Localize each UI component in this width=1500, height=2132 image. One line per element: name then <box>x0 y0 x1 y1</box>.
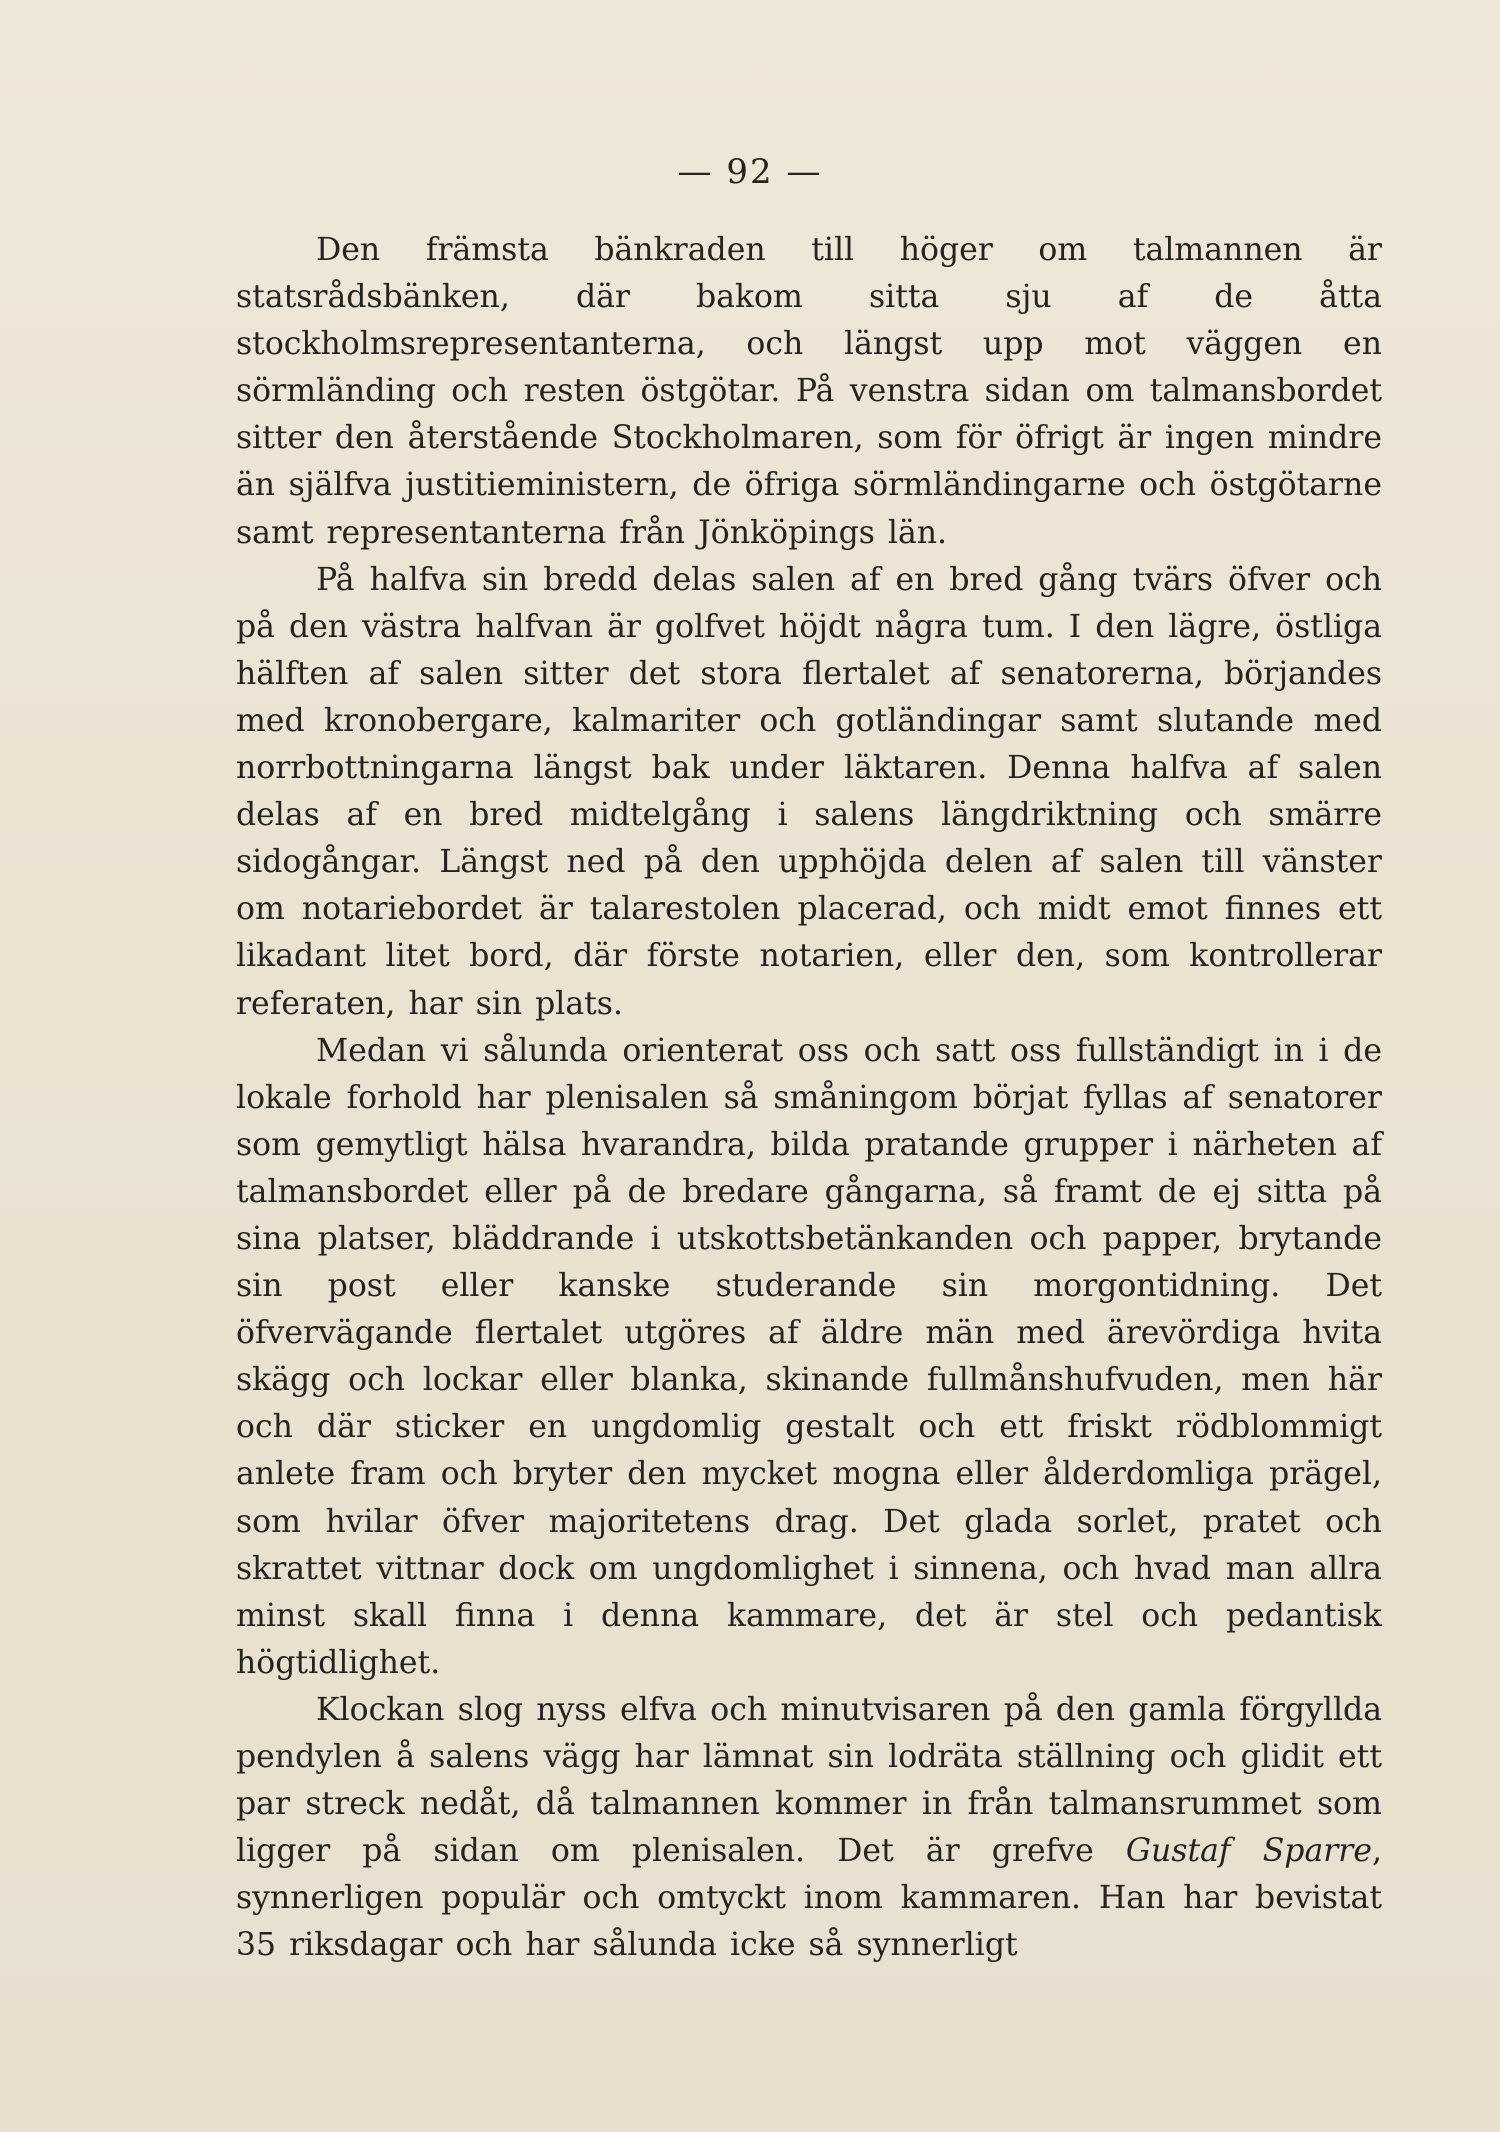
paragraph-4 <box>236 1687 1382 1970</box>
paragraph-3: Medan vi sålunda orienterat oss och satt oss fullständigt in i de lokale forhold har plenisalen så småningom börjat fyllas af senatorer som gemytligt hälsa hvarandra, bilda pratande grupper i närheten af talmansbordet eller på de bredare gångarna, så framt de ej sitta på sina platser, bläddrande i utskottsbetänkanden och papper, brytande sin post eller kanske studerande sin morgontidning. Det öfvervägande flertalet utgöres af äldre män med ärevördiga hvita skägg och lockar eller blanka, skinande fullmånshufvuden, men här och där sticker en ungdomlig gestalt och ett friskt rödblommigt anlete fram och bryter den mycket mogna eller ålderdomliga prägel, som hvilar öfver majoritetens drag. Det glada sorlet, pratet och skrattet vittnar dock om ungdomlighet i sinnena, och hvad man allra minst skall finna i denna kammare, det är stel och pedantisk högtidlighet. <box>236 1032 1382 1681</box>
page-number: — 92 — <box>677 152 823 192</box>
body-text <box>236 227 1382 1969</box>
paragraph-1: Den främsta bänkraden till höger om talmannen är statsrådsbänken, där bakom sitta sju af de åtta stockholmsrepresentanterna, och längst upp mot väggen en sörmländing och resten östgötar. På venstra sidan om talmansbordet sitter den återstående Stockholmaren, som för öfrigt är ingen mindre än själfva justitieministern, de öfriga sörmländingarne och östgötarne samt representanterna från Jönköpings län. <box>236 232 1382 551</box>
person-name: Gustaf Sparre <box>1125 1833 1372 1870</box>
paragraph-4-text-end: , synnerligen populär och omtyckt inom kammaren. Han har bevistat 35 riksdagar och har sålunda icke så synnerligt <box>236 1833 1382 1964</box>
paragraph-4-text-start: Klockan slog nyss elfva och minutvisaren på den gamla förgyllda pendylen å salens vägg har lämnat sin lodräta ställning och glidit ett par streck nedåt, då talmannen kommer in från talmansrummet som ligger på sidan om plenisalen. Det är grefve <box>236 1691 1382 1870</box>
paragraph-2: På halfva sin bredd delas salen af en bred gång tvärs öfver och på den västra halfvan är golfvet höjdt några tum. I den lägre, östliga hälften af salen sitter det stora flertalet af senatorerna, börjandes med kronobergare, kalmariter och gotländingar samt slutande med norrbottningarna längst bak under läktaren. Denna halfva af salen delas af en bred midtelgång i salens längdriktning och smärre sidogångar. Längst ned på den upphöjda delen af salen till vänster om notariebordet är talarestolen placerad, och midt emot finnes ett likadant litet bord, där förste notarien, eller den, som kontrollerar referaten, har sin plats. <box>236 561 1382 1022</box>
